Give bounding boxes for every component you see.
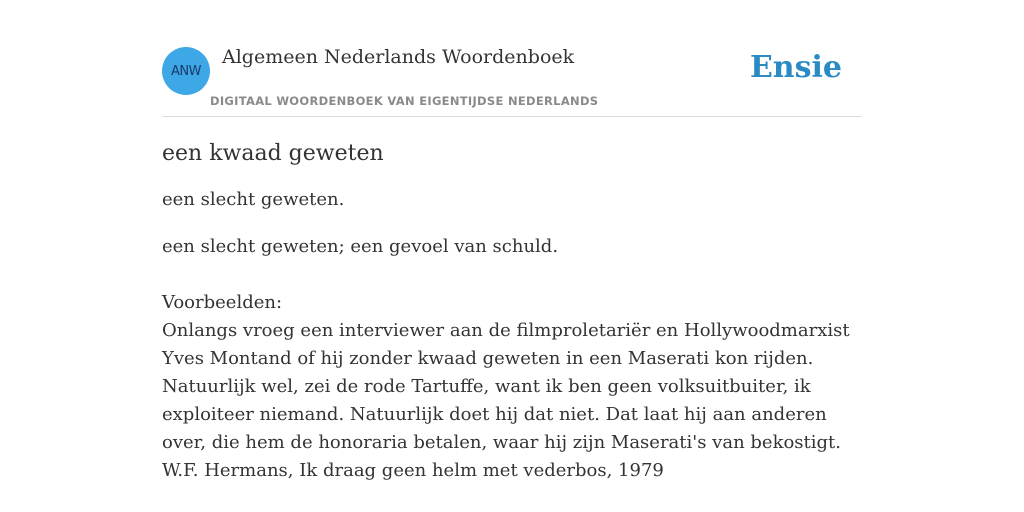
- example-source: W.F. Hermans, Ik draag geen helm met vederbos, 1979: [162, 460, 664, 481]
- site-title[interactable]: Algemeen Nederlands Woordenboek: [222, 46, 575, 68]
- logo-text: ANW: [171, 63, 201, 79]
- entry-term: een kwaad geweten: [162, 141, 384, 166]
- examples-heading: Voorbeelden:: [162, 292, 283, 313]
- site-subtitle: DIGITAAL WOORDENBOEK VAN EIGENTIJDSE NEDERLANDS: [210, 94, 599, 108]
- anw-logo[interactable]: [162, 47, 210, 95]
- examples-section: [162, 289, 862, 485]
- entry-content: [162, 138, 862, 485]
- definition-long: een slecht geweten; een gevoel van schuld.: [162, 236, 559, 257]
- definition-short: een slecht geweten.: [162, 189, 345, 210]
- ensie-logo[interactable]: Ensie: [749, 50, 842, 85]
- site-header: [162, 40, 862, 117]
- example-text: Onlangs vroeg een interviewer aan de filmproletariër en Hollywoodmarxist Yves Montand of hij zonder kwaad geweten in een Maserati kon rijden. Natuurlijk wel, zei de rode Tartuffe, want ik ben geen volksuitbuiter, ik exploiteer niemand. Natuurlijk doet hij dat niet. Dat laat hij aan anderen over, die hem de honoraria betalen, waar hij zijn Maserati's van bekostigt.: [162, 320, 850, 453]
